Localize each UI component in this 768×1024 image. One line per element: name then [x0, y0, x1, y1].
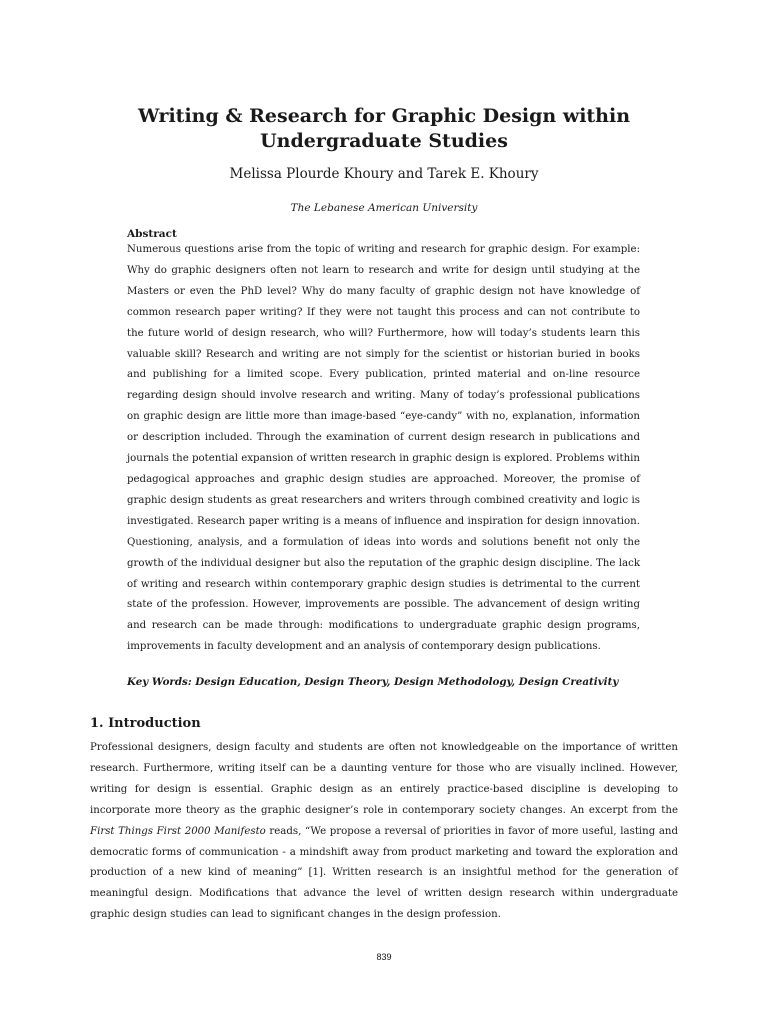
affiliation: The Lebanese American University [290, 202, 478, 214]
keywords: Key Words: Design Education, Design Theory, Design Methodology, Design Creativity [127, 676, 619, 688]
introduction-paragraph [90, 738, 678, 926]
abstract-text: Numerous questions arise from the topic of writing and research for graphic design. For example: Why do graphic designers often not learn to research and write for design until studying at the Masters or even the PhD level? Why do many faculty of graphic design not have knowledge of common research paper writing? If they were not taught this process and can not contribute to the future world of design research, who will? Furthermore, how will today’s students learn this valuable skill? Research and writing are not simply for the scientist or historian buried in books and publishing for a limited scope. Every publication, printed material and on-line resource regarding design should involve research and writing. Many of today’s professional publications on graphic design are little more than image-based “eye-candy” with no, explanation, information or description included. Through the examination of current design research in publications and journals the potential expansion of written research in graphic design is explored. Problems within pedagogical approaches and graphic design studies are approached. Moreover, the promise of graphic design students as great researchers and writers through combined creativity and logic is investigated. Research paper writing is a means of influence and inspiration for design innovation. Questioning, analysis, and a formulation of ideas into words and solutions benefit not only the growth of the individual designer but also the reputation of the graphic design discipline. The lack of writing and research within contemporary graphic design studies is detrimental to the current state of the profession. However, improvements are possible. The advancement of design writing and research can be made through: modifications to undergraduate graphic design programs, improvements in faculty development and an analysis of contemporary design publications. [127, 244, 640, 653]
paper-title [60, 104, 708, 154]
manifesto-title: First Things First 2000 Manifesto [90, 825, 266, 837]
title-line-1: Writing & Research for Graphic Design within [137, 105, 631, 127]
section-heading-introduction: 1. Introduction [90, 716, 201, 731]
intro-text-part-1: Professional designers, design faculty and students are often not knowledgeable on the importance of written research. Furthermore, writing itself can be a daunting venture for those who are visually inclined. However, writing for design is essential. Graphic design as an entirely practice-based discipline is developing to incorporate more theory as the graphic designer’s role in contemporary society changes. An excerpt from the [90, 742, 678, 816]
abstract-heading: Abstract [127, 228, 177, 240]
intro-text-part-2: reads, “We propose a reversal of priorities in favor of more useful, lasting and democratic forms of communication - a mindshift away from product marketing and toward the exploration and production of a new kind of meaning” [1]. Written research is an insightful method for the generation of meaningful design. Modifications that advance the level of written design research within undergraduate graphic design studies can lead to significant changes in the design profession. [90, 825, 678, 921]
title-line-2: Undergraduate Studies [260, 130, 508, 152]
authors: Melissa Plourde Khoury and Tarek E. Khoury [229, 166, 539, 182]
page-number: 839 [376, 952, 392, 962]
